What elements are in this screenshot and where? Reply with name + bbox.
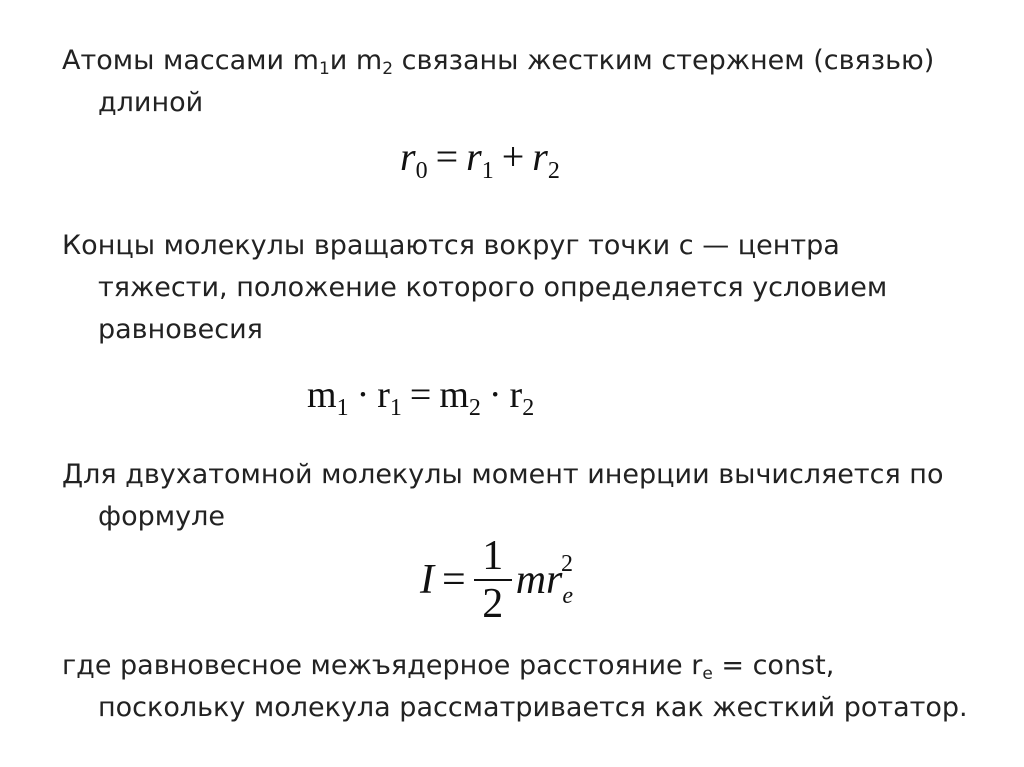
symbol-r: r	[509, 374, 523, 416]
paragraph-atoms-masses	[62, 40, 982, 124]
formula-bond-length	[400, 132, 560, 182]
paragraph-moment-of-inertia	[62, 454, 982, 538]
symbol-r: r	[532, 134, 548, 179]
equals-sign: =	[409, 374, 432, 416]
symbol-m: m	[439, 374, 469, 416]
symbol-i: I	[420, 557, 434, 603]
paragraph-line	[62, 40, 982, 82]
subscript: 2	[547, 158, 560, 184]
paragraph-line: поскольку молекула рассматривается как жесткий ротатор.	[98, 692, 968, 723]
text-segment: связаны жестким стержнем (связью)	[393, 45, 935, 76]
mass-radius-term	[515, 551, 574, 609]
fraction-denominator: 2	[482, 581, 504, 627]
subscript: 2	[522, 395, 535, 421]
fraction-numerator: 1	[482, 533, 504, 579]
subscript: e	[562, 583, 574, 609]
text-segment: = const,	[712, 650, 835, 681]
paragraph-line: Для двухатомной молекулы момент инерции вычисляется по	[62, 459, 944, 490]
paragraph-line: Концы молекулы вращаются вокруг точки с — центра	[62, 230, 840, 261]
formula-equilibrium	[307, 370, 534, 420]
subscript: 1	[318, 59, 330, 79]
symbol-m: m	[307, 374, 337, 416]
symbol-mr: mr	[515, 557, 563, 603]
subscript: 1	[336, 395, 349, 421]
symbol-r: r	[466, 134, 482, 179]
text-segment: Атомы массами m	[62, 45, 319, 76]
fraction	[474, 533, 512, 627]
formula-moment-of-inertia	[420, 528, 573, 632]
text-segment: и m	[329, 45, 383, 76]
paragraph-line: тяжести, положение которого определяется условием	[98, 272, 888, 303]
subscript: 2	[382, 59, 394, 79]
paragraph-line: равновесия	[98, 314, 263, 345]
paragraph-line: формуле	[98, 501, 225, 532]
text-segment: где равновесное межъядерное расстояние r	[62, 650, 703, 681]
paragraph-line	[62, 645, 982, 687]
equals-sign: =	[435, 134, 459, 179]
dot-operator: ·	[488, 374, 502, 416]
symbol-r: r	[377, 374, 390, 416]
dot-operator: ·	[356, 374, 370, 416]
superscript: 2	[561, 551, 574, 577]
subscript: 0	[415, 158, 428, 184]
plus-sign: +	[501, 134, 525, 179]
paragraph-line: длиной	[98, 87, 204, 118]
paragraph-equilibrium-distance	[62, 645, 982, 729]
symbol-r: r	[400, 134, 416, 179]
subscript: 1	[389, 395, 402, 421]
subscript: 2	[468, 395, 481, 421]
equals-sign: =	[442, 557, 466, 603]
subscript: 1	[481, 158, 494, 184]
subscript: e	[702, 664, 713, 684]
paragraph-rotation-center	[62, 225, 982, 351]
